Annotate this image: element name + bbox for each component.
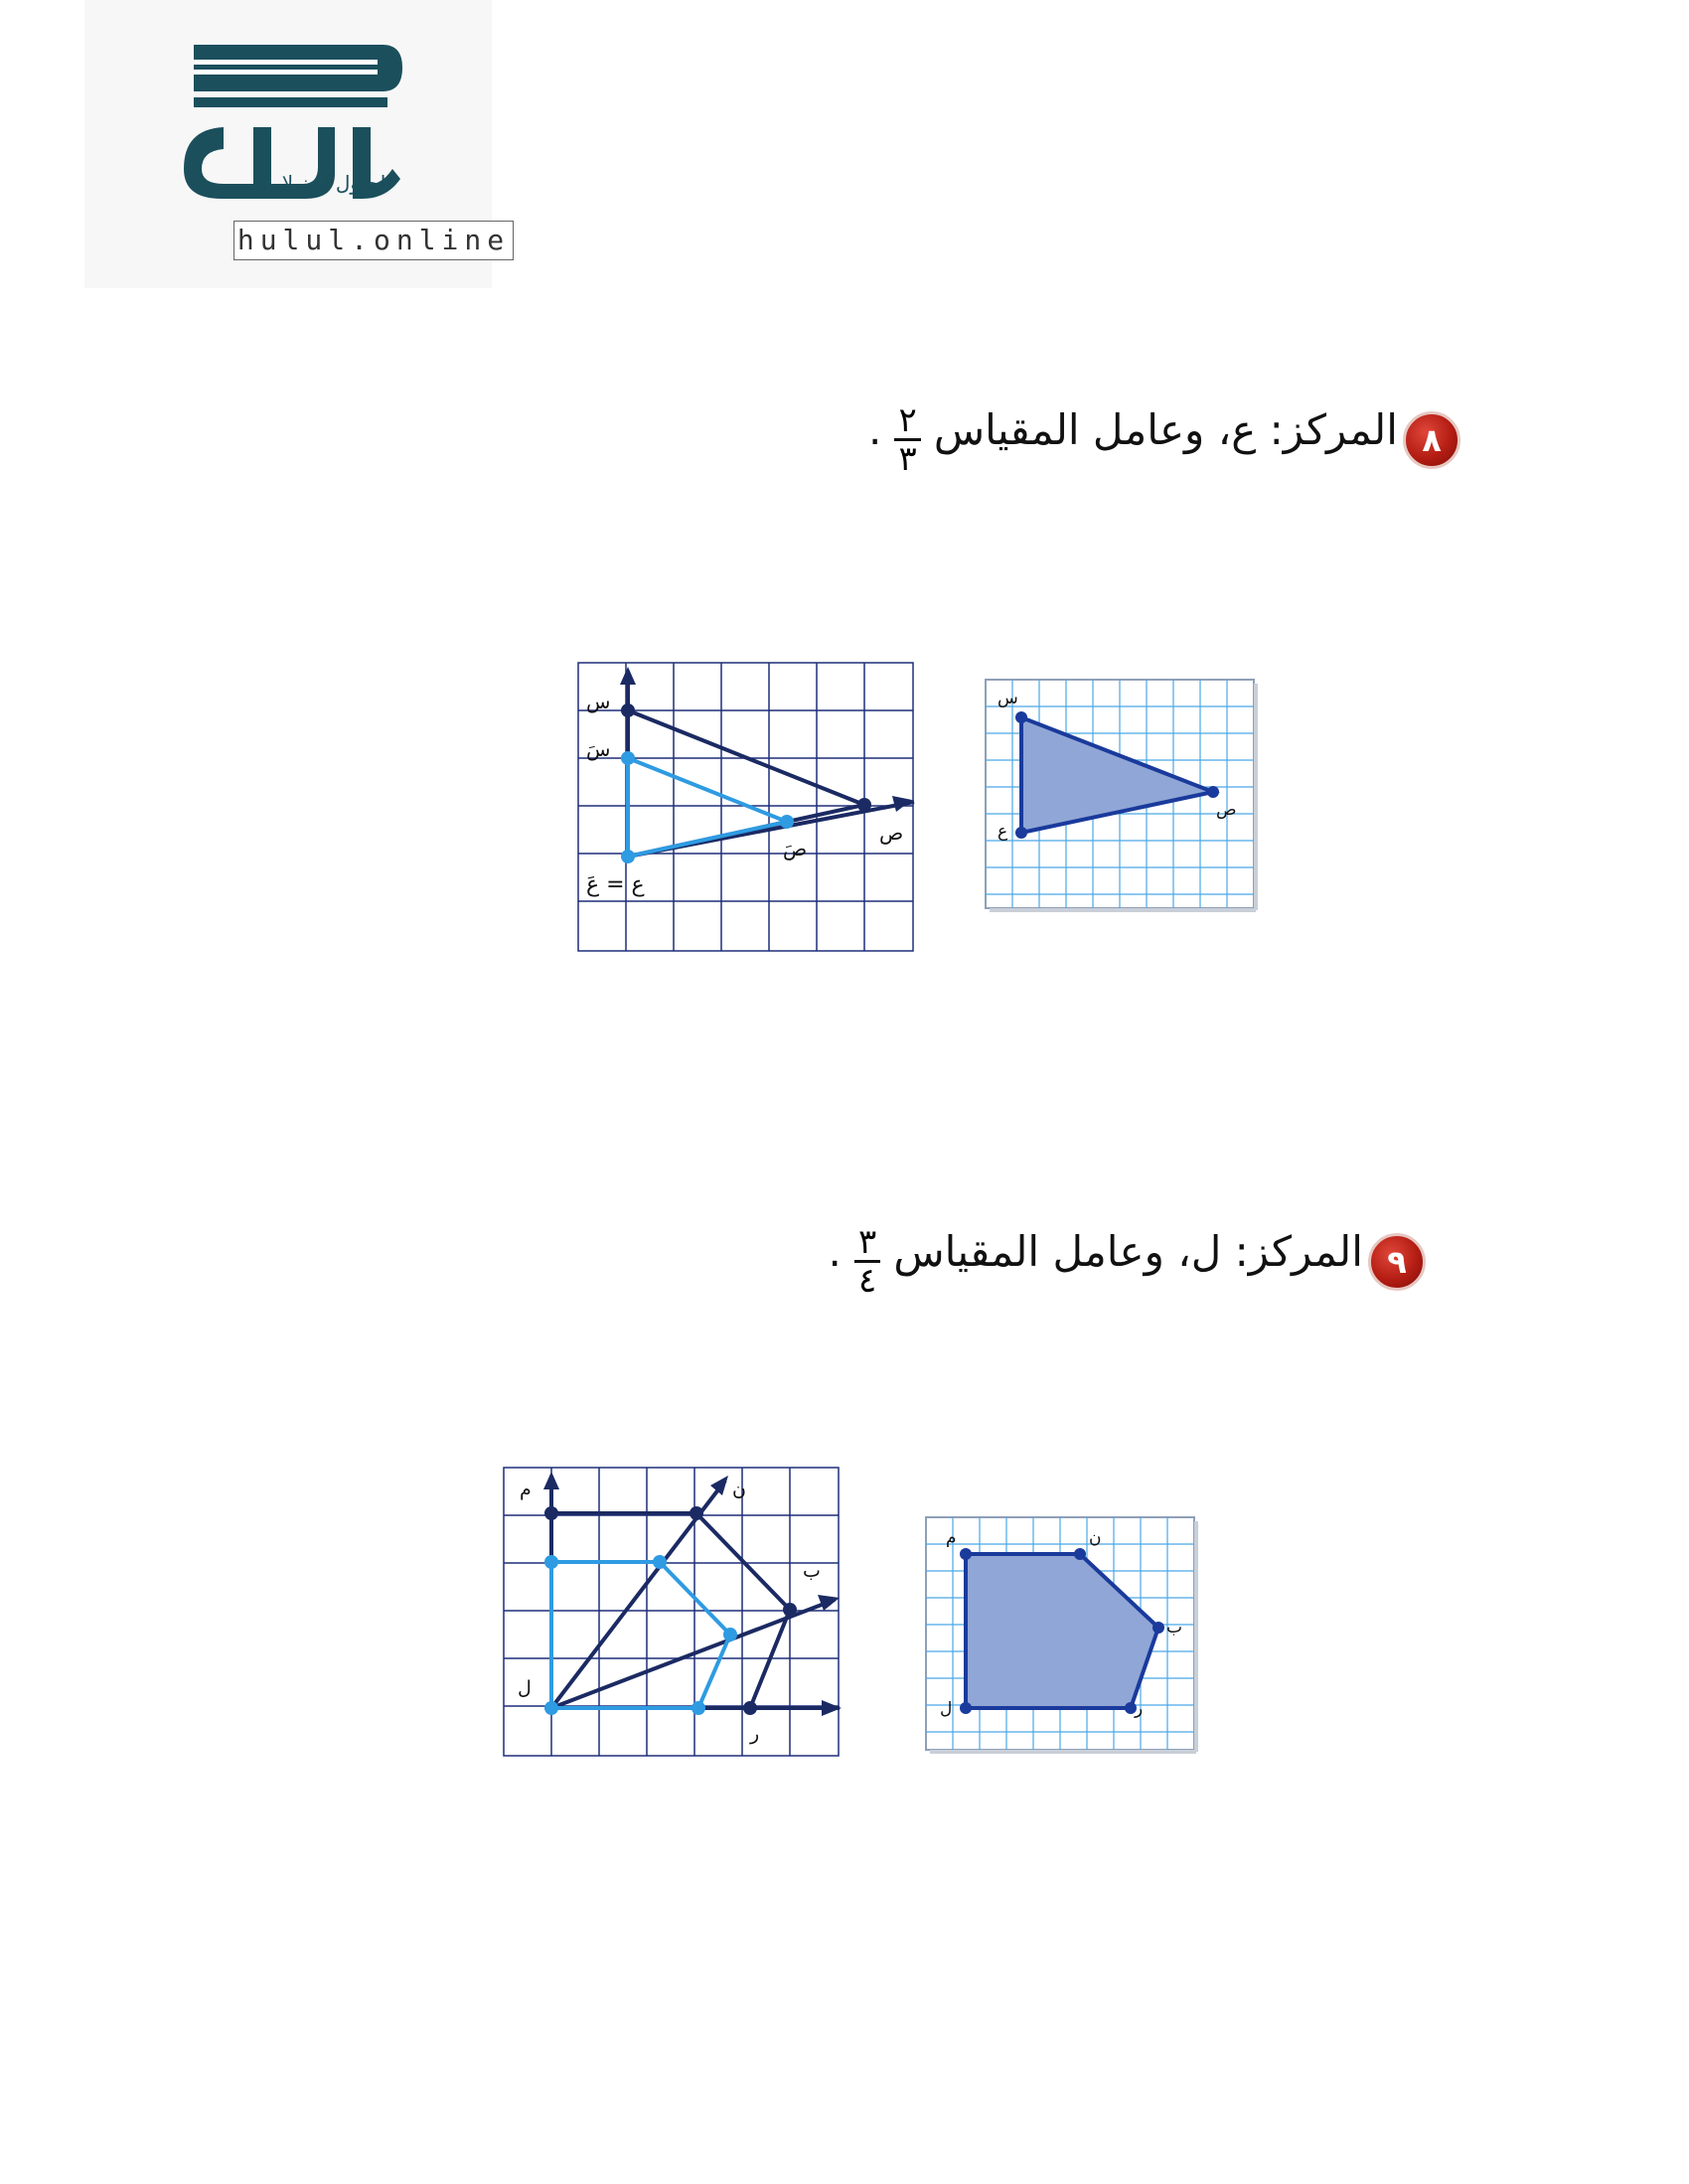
- label-sad: ص: [879, 821, 904, 845]
- problem-9-heading: [740, 1224, 1426, 1333]
- dilation-graph-8: [576, 661, 919, 959]
- label-n: ن: [1089, 1528, 1102, 1548]
- image-pentagon: [551, 1562, 730, 1708]
- end-punct: .: [828, 1227, 842, 1276]
- arrow-icon: [710, 1476, 728, 1495]
- label-sad-prime: صَ: [783, 837, 808, 860]
- logo-tagline: الحلول اون لاين: [261, 171, 391, 195]
- label-s: س: [998, 689, 1018, 708]
- problem-text: المركز: ل، وعامل المقياس: [893, 1227, 1363, 1276]
- original-graph-8: [984, 678, 1267, 918]
- fraction-numerator: ٢: [894, 402, 920, 441]
- label-r: ر: [750, 1723, 760, 1745]
- label-b: ب: [803, 1560, 821, 1582]
- label-ain-eq: ع = عَ: [586, 872, 645, 897]
- problem-number-badge: ٨: [1403, 411, 1460, 469]
- dilation-graph-9: [502, 1466, 844, 1764]
- label-s-prime: سَ: [586, 737, 611, 761]
- fraction-denominator: ٣: [898, 439, 917, 479]
- label-l: ل: [940, 1699, 953, 1719]
- end-punct: .: [868, 405, 882, 454]
- scale-fraction: [854, 1224, 880, 1299]
- arrow-icon: [620, 667, 636, 685]
- fraction-numerator: ٣: [854, 1224, 880, 1263]
- label-m: م: [520, 1479, 532, 1500]
- problem-number-badge: ٩: [1368, 1233, 1426, 1291]
- label-s: س: [586, 690, 611, 713]
- logo: [84, 0, 511, 288]
- original-graph-9: [924, 1515, 1207, 1759]
- label-b: ب: [1166, 1618, 1183, 1638]
- problem-8-heading: [785, 402, 1460, 512]
- label-sad: ص: [1216, 800, 1237, 820]
- label-m: م: [946, 1528, 957, 1548]
- label-r: ر: [1135, 1699, 1144, 1719]
- problem-text: المركز: ع، وعامل المقياس: [933, 405, 1398, 454]
- label-n: ن: [732, 1479, 746, 1500]
- label-l: ل: [518, 1677, 532, 1699]
- fraction-denominator: ٤: [858, 1261, 877, 1301]
- scale-fraction: [894, 402, 920, 477]
- label-ain: ع: [998, 822, 1008, 842]
- logo-url: hulul.online: [233, 221, 514, 260]
- arrow-icon: [543, 1472, 559, 1489]
- arrow-icon: [818, 1595, 840, 1611]
